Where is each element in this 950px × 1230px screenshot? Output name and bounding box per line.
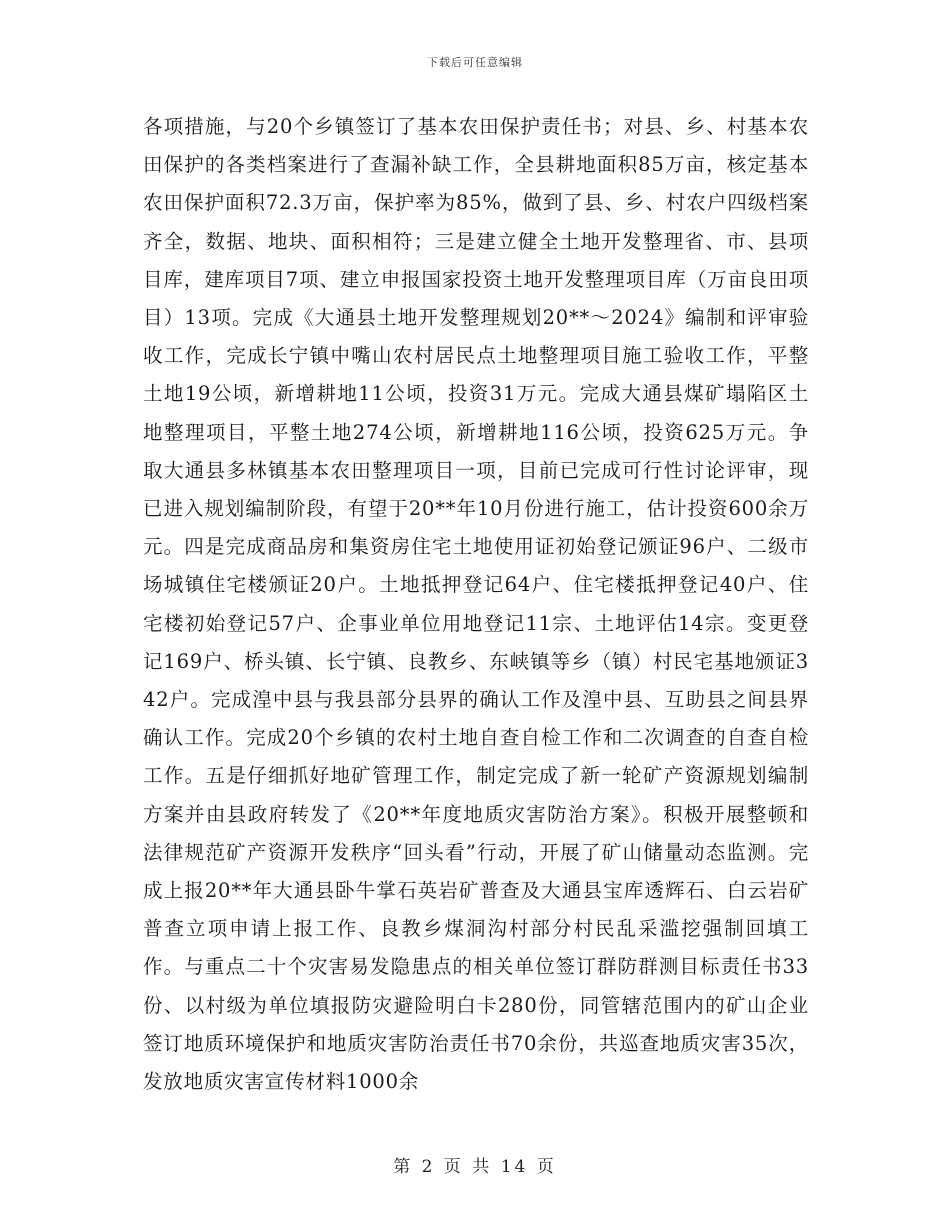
page-header: 下载后可任意编辑	[427, 56, 523, 69]
body-paragraph: 各项措施，与20个乡镇签订了基本农田保护责任书；对县、乡、村基本农田保护的各类档案进行了查漏补缺工作，全县耕地面积85万亩，核定基本农田保护面积72.3万亩，保护率为85%，做到了县、乡、村农户四级档案齐全，数据、地块、面积相符；三是建立健全土地开发整理省、市、县项目库，建库项目7项、建立申报国家投资土地开发整理项目库（万亩良田项目）13项。完成《大通县土地开发整理规划20**～2024》编制和评审验收工作，完成长宁镇中嘴山农村居民点土地整理项目施工验收工作，平整土地19公顷，新增耕地11公顷，投资31万元。完成大通县煤矿塌陷区土地整理项目，平整土地274公顷，新增耕地116公顷，投资625万元。争取大通县多林镇基本农田整理项目一项，目前已完成可行性讨论评审，现已进入规划编制阶段，有望于20**年10月份进行施工，估计投资600余万元。四是完成商品房和集资房住宅土地使用证初始登记颁证96户、二级市场城镇住宅楼颁证20户。土地抵押登记64户、住宅楼抵押登记40户、住宅楼初始登记57户、企事业单位用地登记11宗、土地评估14宗。变更登记169户、桥头镇、长宁镇、良教乡、东峡镇等乡（镇）村民宅基地颁证342户。完成湟中县与我县部分县界的确认工作及湟中县、互助县之间县界确认工作。完成20个乡镇的农村土地自查自检工作和二次调查的自查自检工作。五是仔细抓好地矿管理工作，制定完成了新一轮矿产资源规划编制方案并由县政府转发了《20**年度地质灾害防治方案》。积极开展整顿和法律规范矿产资源开发秩序“回头看”行动，开展了矿山储量动态监测。完成上报20**年大通县卧牛掌石英岩矿普查及大通县宝库透辉石、白云岩矿普查立项申请上报工作、良教乡煤洞沟村部分村民乱采滥挖强制回填工作。与重点二十个灾害易发隐患点的相关单位签订群防群测目标责任书33份、以村级为单位填报防灾避险明白卡280份，同管辖范围内的矿山企业签订地质环境保护和地质灾害防治责任书70余份，共巡查地质灾害35次，发放地质灾害宣传材料1000余	[143, 115, 809, 1094]
page-number-footer: 第 2 页 共 14 页	[393, 1157, 557, 1177]
